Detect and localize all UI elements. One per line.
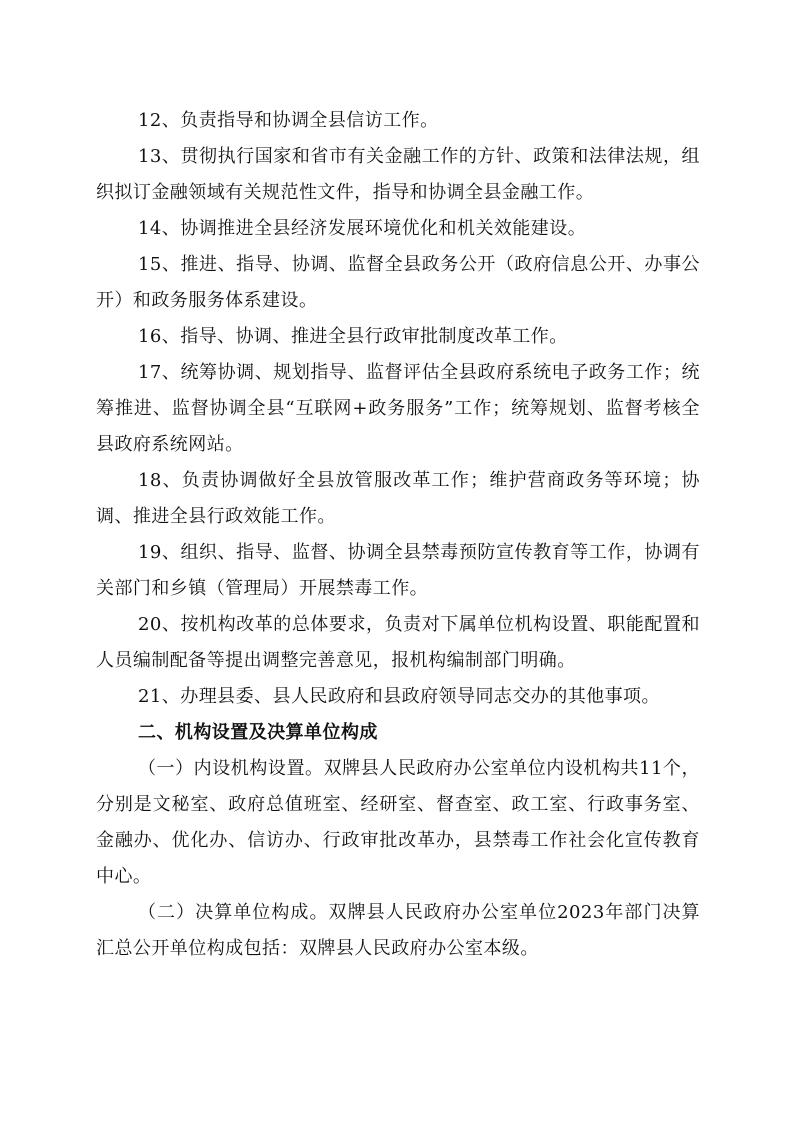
paragraph-item-12: 12、负责指导和协调全县信访工作。 — [138, 110, 439, 131]
paragraph-item-16: 16、指导、协调、推进全县行政审批制度改革工作。 — [138, 326, 568, 347]
document-body — [96, 103, 700, 967]
paragraph-item-17: 17、统筹协调、规划指导、监督评估全县政府系统电子政务工作；统筹推进、监督协调全县“互联网+政务服务”工作；统筹规划、监督考核全县政府系统网站。 — [96, 362, 700, 455]
section-heading: 二、机构设置及决算单位构成 — [138, 722, 378, 743]
paragraph-item-20: 20、按机构改革的总体要求，负责对下属单位机构设置、职能配置和人员编制配备等提出调整完善意见，报机构编制部门明确。 — [96, 614, 700, 671]
paragraph-item-13: 13、贯彻执行国家和省市有关金融工作的方针、政策和法律法规，组织拟订金融领域有关规范性文件，指导和协调全县金融工作。 — [96, 146, 700, 203]
paragraph-item-14: 14、协调推进全县经济发展环境优化和机关效能建设。 — [138, 218, 587, 239]
paragraph-unit-composition: （二）决算单位构成。双牌县人民政府办公室单位2023年部门决算汇总公开单位构成包括：双牌县人民政府办公室本级。 — [96, 902, 700, 959]
paragraph-item-21: 21、办理县委、县人民政府和县政府领导同志交办的其他事项。 — [138, 686, 660, 707]
paragraph-internal-structure: （一）内设机构设置。双牌县人民政府办公室单位内设机构共11个，分别是文秘室、政府总值班室、经研室、督查室、政工室、行政事务室、金融办、优化办、信访办、行政审批改革办，县禁毒工作社会化宣传教育中心。 — [96, 758, 700, 887]
paragraph-item-18: 18、负责协调做好全县放管服改革工作；维护营商政务等环境；协调、推进全县行政效能工作。 — [96, 470, 700, 527]
paragraph-item-19: 19、组织、指导、监督、协调全县禁毒预防宣传教育等工作，协调有关部门和乡镇（管理局）开展禁毒工作。 — [96, 542, 700, 599]
paragraph-item-15: 15、推进、指导、协调、监督全县政务公开（政府信息公开、办事公开）和政务服务体系建设。 — [96, 254, 700, 311]
